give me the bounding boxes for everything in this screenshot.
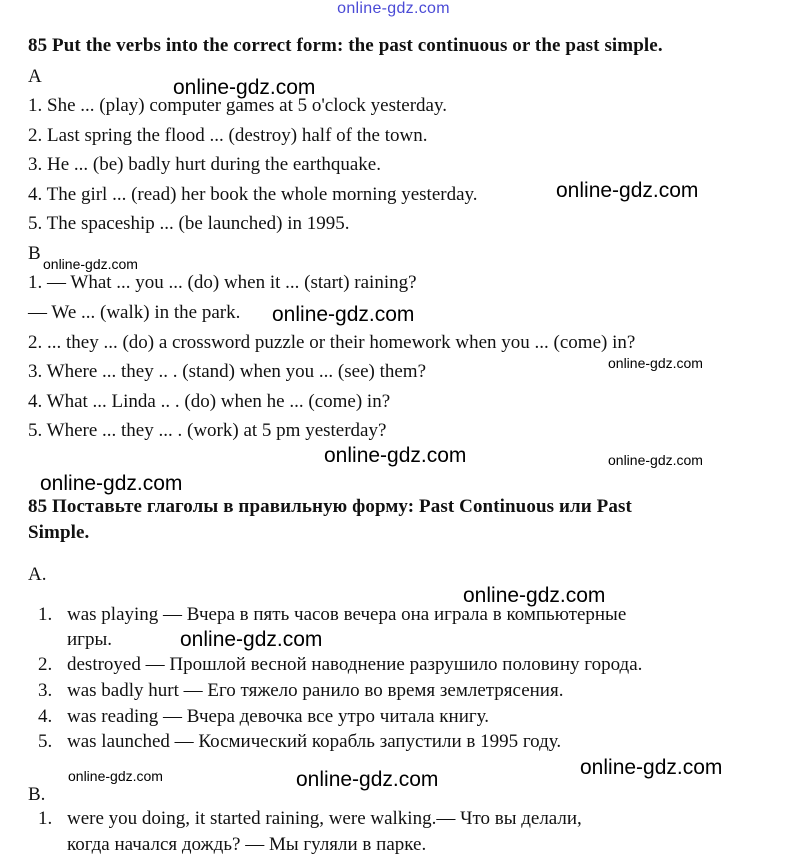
section-a-item-5: 5. The spaceship ... (be launched) in 1995. [28,213,350,234]
section-b-label-en: B [28,243,41,264]
watermark: online-gdz.com [580,756,723,779]
answer-a-number-2: 2. [38,654,53,675]
answer-a-number-5: 5. [38,731,53,752]
watermark: online-gdz.com [68,768,163,784]
watermark: online-gdz.com [173,76,316,99]
watermark: online-gdz.com [556,179,699,202]
exercise-title-en: 85 Put the verbs into the correct form: the past continuous or the past simple. [28,35,663,56]
watermark: online-gdz.com [296,768,439,791]
section-b-item-1-reply: — We ... (walk) in the park. [28,302,241,323]
answer-a-4: was reading — Вчера девочка все утро читала книгу. [67,706,489,727]
exercise-title-ru-line2: Simple. [28,522,90,543]
top-watermark: online-gdz.com [337,0,450,17]
section-a-item-3: 3. He ... (be) badly hurt during the earthquake. [28,154,381,175]
watermark: online-gdz.com [43,256,138,272]
answer-b-1: were you doing, it started raining, were walking.— Что вы делали, [67,808,582,829]
answer-a-5: was launched — Космический корабль запустили в 1995 году. [67,731,562,752]
section-a-label-en: A [28,66,42,87]
section-b-item-5: 5. Where ... they ... . (work) at 5 pm yesterday? [28,420,387,441]
answer-b-1-cont: когда начался дождь? — Мы гуляли в парке. [67,834,427,855]
watermark: online-gdz.com [40,472,183,495]
section-a-item-2: 2. Last spring the flood ... (destroy) half of the town. [28,125,428,146]
section-b-item-2: 2. ... they ... (do) a crossword puzzle or their homework when you ... (come) in? [28,332,636,353]
watermark: online-gdz.com [608,452,703,468]
section-b-item-3: 3. Where ... they .. . (stand) when you ... (see) them? [28,361,426,382]
watermark: online-gdz.com [324,444,467,467]
watermark: online-gdz.com [180,628,323,651]
answer-a-1-cont: игры. [67,629,112,650]
watermark: online-gdz.com [463,584,606,607]
answer-a-3: was badly hurt — Его тяжело ранило во время землетрясения. [67,680,564,701]
answer-b-number-1: 1. [38,808,53,829]
section-a-label-ru: A. [28,564,47,585]
answer-a-2: destroyed — Прошлой весной наводнение разрушило половину города. [67,654,643,675]
answer-a-1: was playing — Вчера в пять часов вечера она играла в компьютерные [67,604,627,625]
watermark: online-gdz.com [608,355,703,371]
section-b-item-4: 4. What ... Linda .. . (do) when he ... (come) in? [28,391,391,412]
answer-a-number-1: 1. [38,604,53,625]
section-a-item-4: 4. The girl ... (read) her book the whole morning yesterday. [28,184,478,205]
section-b-item-1: 1. — What ... you ... (do) when it ... (start) raining? [28,272,417,293]
answer-a-number-4: 4. [38,706,53,727]
exercise-title-ru: 85 Поставьте глаголы в правильную форму: Past Continuous или Past [28,496,632,517]
watermark: online-gdz.com [272,303,415,326]
section-b-label-ru: B. [28,784,46,805]
section-a-item-1: 1. She ... (play) computer games at 5 o'clock yesterday. [28,95,448,116]
answer-a-number-3: 3. [38,680,53,701]
